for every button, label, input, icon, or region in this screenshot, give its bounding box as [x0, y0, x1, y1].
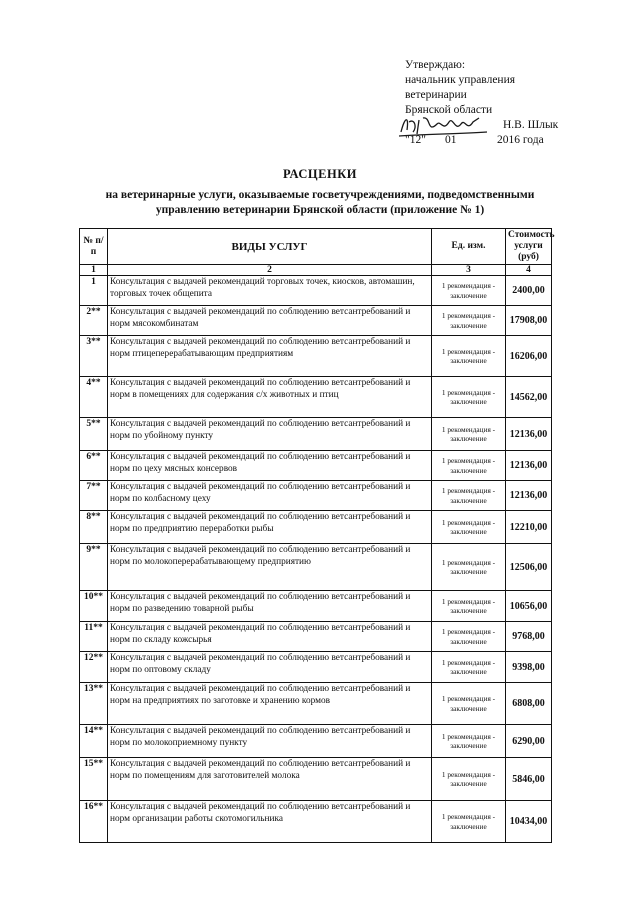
table-row — [80, 481, 552, 511]
index-cell: 1 — [80, 265, 108, 276]
row-cost: 12210,00 — [506, 511, 552, 544]
row-unit: 1 рекомендация - заключение — [432, 725, 506, 758]
row-number: 10** — [80, 591, 108, 622]
table-row — [80, 683, 552, 725]
approval-department: ветеринарии — [405, 89, 467, 101]
table-row — [80, 622, 552, 652]
row-cost: 16206,00 — [506, 336, 552, 377]
table-row — [80, 306, 552, 336]
row-number: 8** — [80, 511, 108, 544]
index-cell: 4 — [506, 265, 552, 276]
row-cost: 10434,00 — [506, 801, 552, 843]
header-num: № п/п — [80, 229, 108, 265]
table-row — [80, 801, 552, 843]
table-row — [80, 336, 552, 377]
row-number: 15** — [80, 758, 108, 801]
table-row — [80, 544, 552, 591]
row-cost: 5846,00 — [506, 758, 552, 801]
row-service: Консультация с выдачей рекомендаций по соблюдению ветсантребований и норм по убойному пункту — [108, 418, 432, 451]
row-unit: 1 рекомендация - заключение — [432, 451, 506, 481]
signer-name: Н.В. Шлык — [503, 119, 559, 131]
date-day: "12" — [405, 134, 426, 146]
row-cost: 6290,00 — [506, 725, 552, 758]
subtitle-line-1: на ветеринарные услуги, оказываемые госветучреждениями, подведомственными — [105, 189, 535, 201]
row-service: Консультация с выдачей рекомендаций по соблюдению ветсантребований и норм в помещениях для содержания с/х животных и птиц — [108, 377, 432, 418]
row-number: 5** — [80, 418, 108, 451]
header-unit: Ед. изм. — [432, 229, 506, 265]
row-cost: 2400,00 — [506, 276, 552, 306]
row-service: Консультация с выдачей рекомендаций по соблюдению ветсантребований и норм по колбасному цеху — [108, 481, 432, 511]
row-cost: 14562,00 — [506, 377, 552, 418]
row-service: Консультация с выдачей рекомендаций по соблюдению ветсантребований и норм по цеху мясных консервов — [108, 451, 432, 481]
row-cost: 12506,00 — [506, 544, 552, 591]
row-unit: 1 рекомендация - заключение — [432, 591, 506, 622]
row-cost: 10656,00 — [506, 591, 552, 622]
row-service: Консультация с выдачей рекомендаций по соблюдению ветсантребований и норм на предприятиях по заготовке и хранению кормов — [108, 683, 432, 725]
table-row — [80, 451, 552, 481]
row-number: 11** — [80, 622, 108, 652]
row-unit: 1 рекомендация - заключение — [432, 276, 506, 306]
row-unit: 1 рекомендация - заключение — [432, 511, 506, 544]
row-service: Консультация с выдачей рекомендаций по соблюдению ветсантребований и норм птицеперерабатывающим предприятиям — [108, 336, 432, 377]
row-service: Консультация с выдачей рекомендаций по соблюдению ветсантребований и норм по складу кожсырья — [108, 622, 432, 652]
row-number: 12** — [80, 652, 108, 683]
row-cost: 12136,00 — [506, 418, 552, 451]
row-service: Консультация с выдачей рекомендаций по соблюдению ветсантребований и норм по молокоперерабатывающему предприятию — [108, 544, 432, 591]
header-cost: Стоимость услуги (руб) — [506, 229, 552, 265]
row-number: 3** — [80, 336, 108, 377]
row-number: 14** — [80, 725, 108, 758]
row-unit: 1 рекомендация - заключение — [432, 336, 506, 377]
approval-heading: Утверждаю: — [405, 59, 466, 71]
price-table — [79, 228, 555, 843]
date-year: 2016 года — [497, 134, 544, 146]
row-cost: 12136,00 — [506, 481, 552, 511]
date-month: 01 — [445, 134, 457, 146]
approval-position: начальник управления — [405, 74, 516, 86]
row-service: Консультация с выдачей рекомендаций по соблюдению ветсантребований и норм по молокоприемному пункту — [108, 725, 432, 758]
row-service: Консультация с выдачей рекомендаций по соблюдению ветсантребований и норм по предприятию переработки рыбы — [108, 511, 432, 544]
table-row — [80, 276, 552, 306]
table-row — [80, 591, 552, 622]
approval-date — [405, 133, 605, 148]
table-row — [80, 418, 552, 451]
row-unit: 1 рекомендация - заключение — [432, 544, 506, 591]
row-number: 16** — [80, 801, 108, 843]
row-unit: 1 рекомендация - заключение — [432, 377, 506, 418]
row-unit: 1 рекомендация - заключение — [432, 801, 506, 843]
row-unit: 1 рекомендация - заключение — [432, 652, 506, 683]
row-number: 6** — [80, 451, 108, 481]
row-cost: 9398,00 — [506, 652, 552, 683]
row-number: 9** — [80, 544, 108, 591]
approval-region: Брянской области — [405, 104, 493, 116]
row-unit: 1 рекомендация - заключение — [432, 683, 506, 725]
index-cell: 2 — [108, 265, 432, 276]
row-service: Консультация с выдачей рекомендаций по соблюдению ветсантребований и норм мясокомбинатам — [108, 306, 432, 336]
row-service: Консультация с выдачей рекомендаций по соблюдению ветсантребований и норм по оптовому складу — [108, 652, 432, 683]
subtitle-line-2: управлению ветеринарии Брянской области (приложение № 1) — [155, 204, 485, 216]
row-number: 4** — [80, 377, 108, 418]
table-row — [80, 511, 552, 544]
table-row — [80, 377, 552, 418]
row-unit: 1 рекомендация - заключение — [432, 306, 506, 336]
page-title: РАСЦЕНКИ — [282, 167, 358, 181]
row-service: Консультация с выдачей рекомендаций торговых точек, киосков, автомашин, торговых точек общепита — [108, 276, 432, 306]
table-row — [80, 725, 552, 758]
signature-row — [405, 118, 605, 133]
approval-block — [405, 58, 605, 148]
row-number: 1 — [80, 276, 108, 306]
document-title — [40, 167, 600, 218]
table-row — [80, 758, 552, 801]
row-unit: 1 рекомендация - заключение — [432, 622, 506, 652]
row-cost: 9768,00 — [506, 622, 552, 652]
row-unit: 1 рекомендация - заключение — [432, 758, 506, 801]
row-service: Консультация с выдачей рекомендаций по соблюдению ветсантребований и норм по разведению товарной рыбы — [108, 591, 432, 622]
row-number: 13** — [80, 683, 108, 725]
table-row — [80, 652, 552, 683]
index-cell: 3 — [432, 265, 506, 276]
row-number: 2** — [80, 306, 108, 336]
row-cost: 12136,00 — [506, 451, 552, 481]
row-cost: 6808,00 — [506, 683, 552, 725]
row-unit: 1 рекомендация - заключение — [432, 481, 506, 511]
row-service: Консультация с выдачей рекомендаций по соблюдению ветсантребований и норм по помещениям для заготовителей молока — [108, 758, 432, 801]
row-service: Консультация с выдачей рекомендаций по соблюдению ветсантребований и норм организации работы скотомогильника — [108, 801, 432, 843]
header-services: ВИДЫ УСЛУГ — [108, 229, 432, 265]
row-unit: 1 рекомендация - заключение — [432, 418, 506, 451]
table-header-row — [80, 229, 552, 265]
table-index-row — [80, 265, 552, 276]
row-number: 7** — [80, 481, 108, 511]
row-cost: 17908,00 — [506, 306, 552, 336]
